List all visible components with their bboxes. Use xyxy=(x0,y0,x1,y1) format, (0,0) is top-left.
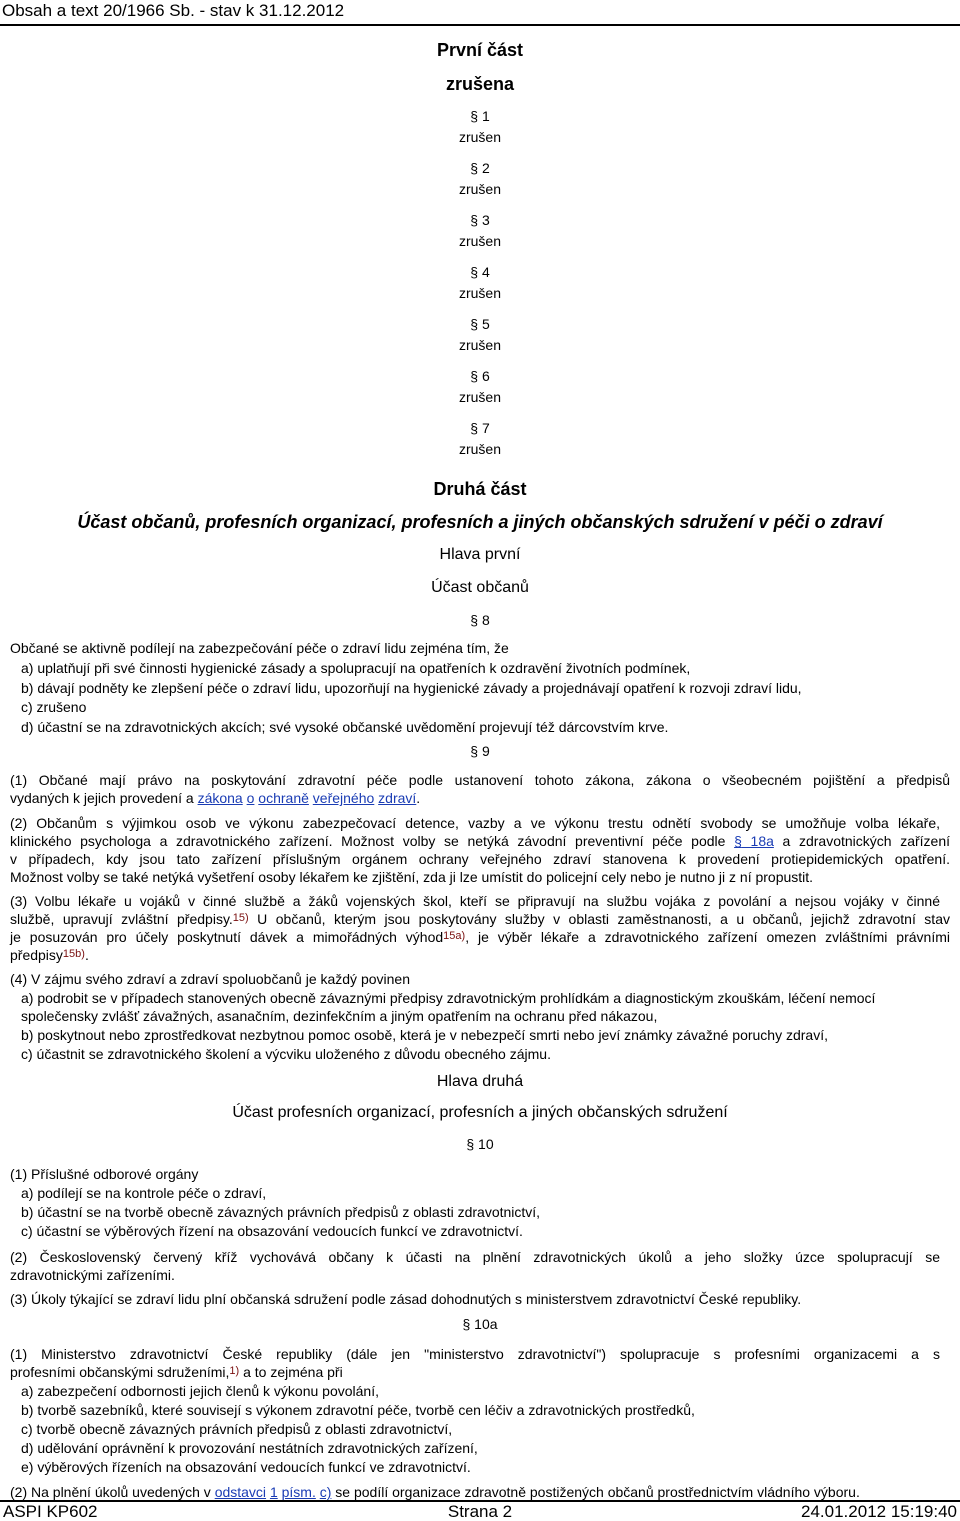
footnote-ref-15b[interactable]: 15b) xyxy=(62,948,85,960)
s9-p2-line4: Možnost volby se také netýká vyšetření osoby lékařem ke zjištění, zda ji lze umístit do policejní cely nebo je nutno ji z ní propustit. xyxy=(10,869,814,885)
section-4-text: zrušen xyxy=(458,285,502,301)
section-10-heading: § 10 xyxy=(466,1136,494,1152)
s9-p4-item-c: c) účastnit se zdravotnického školení a výcviku uloženého z důvodu obecného zájmu. xyxy=(21,1046,551,1062)
section-icon: § xyxy=(462,1316,471,1332)
header-divider xyxy=(0,24,960,26)
s10a-p1-item-a: a) zabezpečení odbornosti jejich členů k výkonu povolání, xyxy=(21,1383,379,1399)
section-2-text: zrušen xyxy=(458,181,502,197)
section-9-heading: § 9 xyxy=(470,743,490,759)
link-zakona[interactable]: zákona xyxy=(197,790,243,806)
section-10a-heading: § 10a xyxy=(462,1316,498,1332)
section-7-text: zrušen xyxy=(458,441,502,457)
s10a-p1-line2: profesními občanskými sdruženími,$^{1)}$ a to zejména při xyxy=(10,1364,343,1380)
s10a-p2: (2) Na plnění úkolů uvedených v odstavci 1 písm. c) se podílí organizace zdravotně postižených občanů prostřednictvím vládního výboru. xyxy=(10,1484,860,1500)
section-1-heading: § 1 xyxy=(470,108,490,124)
link-1[interactable]: 1 xyxy=(269,1484,278,1500)
s10a-p1-item-e: e) výběrových řízeních na obsazování vedoucích funkcí ve zdravotnictví. xyxy=(21,1459,471,1475)
section-1-text: zrušen xyxy=(458,129,502,145)
section-6-text: zrušen xyxy=(458,389,502,405)
section-icon: § xyxy=(470,212,479,228)
part1-subtitle: zrušena xyxy=(445,74,515,94)
hlava1-title: Hlava první xyxy=(439,546,521,563)
s9-p3-line2: službě, upravují zvláštní předpisy.$^{15)}$ U občanů, kterým jsou poskytovány služby v oblasti zaměstnanosti, a u občanů, jejichž zdravotní stav xyxy=(10,911,950,927)
section-2-heading: § 2 xyxy=(470,160,490,176)
section-7-heading: § 7 xyxy=(470,420,490,436)
s9-p2-line2: klinického psychologa a zdravotnického zařízení. Možnost volby se netýká závodní preventivní péče podle § 18a a zdravotnických zařízení xyxy=(10,833,951,849)
footnote-ref-15[interactable]: 15) xyxy=(232,912,249,924)
s10a-p1-line1: (1) Ministerstvo zdravotnictví České republiky (dále jen "ministerstvo zdravotnictví") spolupracuje s profesními organizacemi a s xyxy=(10,1346,940,1362)
section-icon: § xyxy=(470,420,479,436)
section-icon: § xyxy=(470,612,479,628)
section-5-text: zrušen xyxy=(458,337,502,353)
s9-p3-line1: (3) Volbu lékaře u vojáků v činné službě a žáků vojenských škol, kteří se připravují na službu vojáka z povolání a nejsou vojáky v činné xyxy=(10,893,940,909)
document-header-title: Obsah a text 20/1966 Sb. - stav k 31.12.2012 xyxy=(2,1,345,20)
s10a-p1-item-d: d) udělování oprávnění k provozování nestátních zdravotnických zařízení, xyxy=(21,1440,478,1456)
s8-item-b: b) dávají podněty ke zlepšení péče o zdraví lidu, upozorňují na hygienické závady a projednávají opatření k rozvoji zdraví lidu, xyxy=(21,680,802,696)
s10-p1-item-a: a) podílejí se na kontrole péče o zdraví, xyxy=(21,1185,267,1201)
section-icon: § xyxy=(470,160,479,176)
section-icon: § xyxy=(466,1136,475,1152)
link-o[interactable]: o xyxy=(246,790,255,806)
section-icon: § xyxy=(470,743,479,759)
s9-p2-line3: v případech, kdy jsou tato zařízení příslušným orgánem ochrany veřejného zdraví stanovena k provedení protiepidemických opatření. xyxy=(10,851,950,867)
footnote-ref-15a[interactable]: 15a) xyxy=(443,930,466,942)
link-ochrane[interactable]: ochraně xyxy=(258,790,309,806)
s10-p1-intro: (1) Příslušné odborové orgány xyxy=(10,1166,199,1182)
footnote-ref-1[interactable]: 1) xyxy=(229,1365,240,1377)
section-icon: § xyxy=(470,368,479,384)
link-section-18a[interactable]: § 18a xyxy=(734,833,774,849)
s10a-p1-item-b: b) tvorbě sazebníků, které souvisejí s výkonem zdravotní péče, tvorbě cen léčiv a zdravotnických prostředků, xyxy=(21,1402,695,1418)
part2-title: Druhá část xyxy=(433,479,527,499)
s9-p2-line1: (2) Občanům s výjimkou osob ve výkonu zabezpečovací detence, vazby a ve výkonu trestu odnětí svobody se umožňuje volba lékaře, xyxy=(10,815,940,831)
part1-title: První část xyxy=(436,40,524,60)
s10-p1-item-c: c) účastní se výběrových řízení na obsazování vedoucích funkcí ve zdravotnictví. xyxy=(21,1223,523,1239)
s9-p3-line4: předpisy$^{15b)}$. xyxy=(10,947,89,963)
section-3-text: zrušen xyxy=(458,233,502,249)
s9-p4-item-a-line1: a) podrobit se v případech stanovených obecně závaznými předpisy zdravotnickým prohlídkám a diagnostickým zkouškám, léčení nemocí xyxy=(21,990,876,1006)
s9-p4-item-a-line2: společensky zvlášť závažných, asanačním, dezinfekčním a jiným opatřením na ochranu před nákazou, xyxy=(21,1008,658,1024)
s10-p2-line1: (2) Československý červený kříž vychovává občany k účasti na plnění zdravotnických úkolů a jeho složky úzce spolupracují se xyxy=(10,1249,940,1265)
hlava1-subtitle: Účast občanů xyxy=(431,579,529,596)
s8-item-a: a) uplatňují při své činnosti hygienické zásady a spolupracují na opatřeních k ozdravění životních podmínek, xyxy=(21,660,691,676)
s10-p3: (3) Úkoly týkající se zdraví lidu plní občanská sdružení podle zásad dohodnutých s ministerstvem zdravotnictví České republiky. xyxy=(10,1291,802,1307)
footer-product: ASPI KP602 xyxy=(3,1502,98,1521)
hlava2-subtitle: Účast profesních organizací, profesních a jiných občanských sdružení xyxy=(232,1104,728,1121)
section-6-heading: § 6 xyxy=(470,368,490,384)
part2-subtitle: Účast občanů, profesních organizací, profesních a jiných občanských sdružení v péči o zdraví xyxy=(77,512,883,532)
s8-item-d: d) účastní se na zdravotnických akcích; své vysoké občanské uvědomění projevují též dárcovstvím krve. xyxy=(21,719,669,735)
s9-p1-line2: vydaných k jejich provedení a zákona o ochraně veřejného zdraví. xyxy=(10,790,421,806)
link-zdravi[interactable]: zdraví xyxy=(378,790,417,806)
s9-p3-line3: je posuzován pro účely poskytnutí dávek a mimořádných výhod$^{15a)}$, je výběr lékaře a zdravotnického zařízení omezen zvláštními právními xyxy=(10,929,950,945)
section-icon: § xyxy=(470,108,479,124)
s9-p1-line1: (1) Občané mají právo na poskytování zdravotní péče podle ustanovení tohoto zákona, zákona o všeobecném pojištění a předpisů xyxy=(10,772,950,788)
s10-p1-item-b: b) účastní se na tvorbě obecně závazných právních předpisů z oblasti zdravotnictví, xyxy=(21,1204,541,1220)
section-4-heading: § 4 xyxy=(470,264,490,280)
s10-p2-line2: zdravotnickými zařízeními. xyxy=(10,1267,175,1283)
s9-p4-item-b: b) poskytnout nebo zprostředkovat nezbytnou pomoc osobě, která je v nebezpečí smrti nebo jeví známky závažné poruchy zdraví, xyxy=(21,1027,828,1043)
link-c[interactable]: c) xyxy=(319,1484,332,1500)
section-3-heading: § 3 xyxy=(470,212,490,228)
s8-intro: Občané se aktivně podílejí na zabezpečování péče o zdraví lidu zejména tím, že xyxy=(10,640,509,656)
footer-page-number: Strana 2 xyxy=(447,1502,513,1521)
section-icon: § xyxy=(470,316,479,332)
s8-item-c: c) zrušeno xyxy=(21,699,87,715)
page-footer xyxy=(0,1502,960,1521)
footer-timestamp: 24.01.2012 15:19:40 xyxy=(801,1502,957,1521)
section-8-heading: § 8 xyxy=(470,612,490,628)
link-pism[interactable]: písm. xyxy=(281,1484,316,1500)
link-odstavci[interactable]: odstavci xyxy=(214,1484,267,1500)
section-icon: § xyxy=(470,264,479,280)
link-verejneho[interactable]: veřejného xyxy=(312,790,375,806)
s9-p4-intro: (4) V zájmu svého zdraví a zdraví spoluobčanů je každý povinen xyxy=(10,971,410,987)
hlava2-title: Hlava druhá xyxy=(436,1073,524,1090)
s10a-p1-item-c: c) tvorbě obecně závazných právních předpisů z oblasti zdravotnictví, xyxy=(21,1421,453,1437)
section-5-heading: § 5 xyxy=(470,316,490,332)
